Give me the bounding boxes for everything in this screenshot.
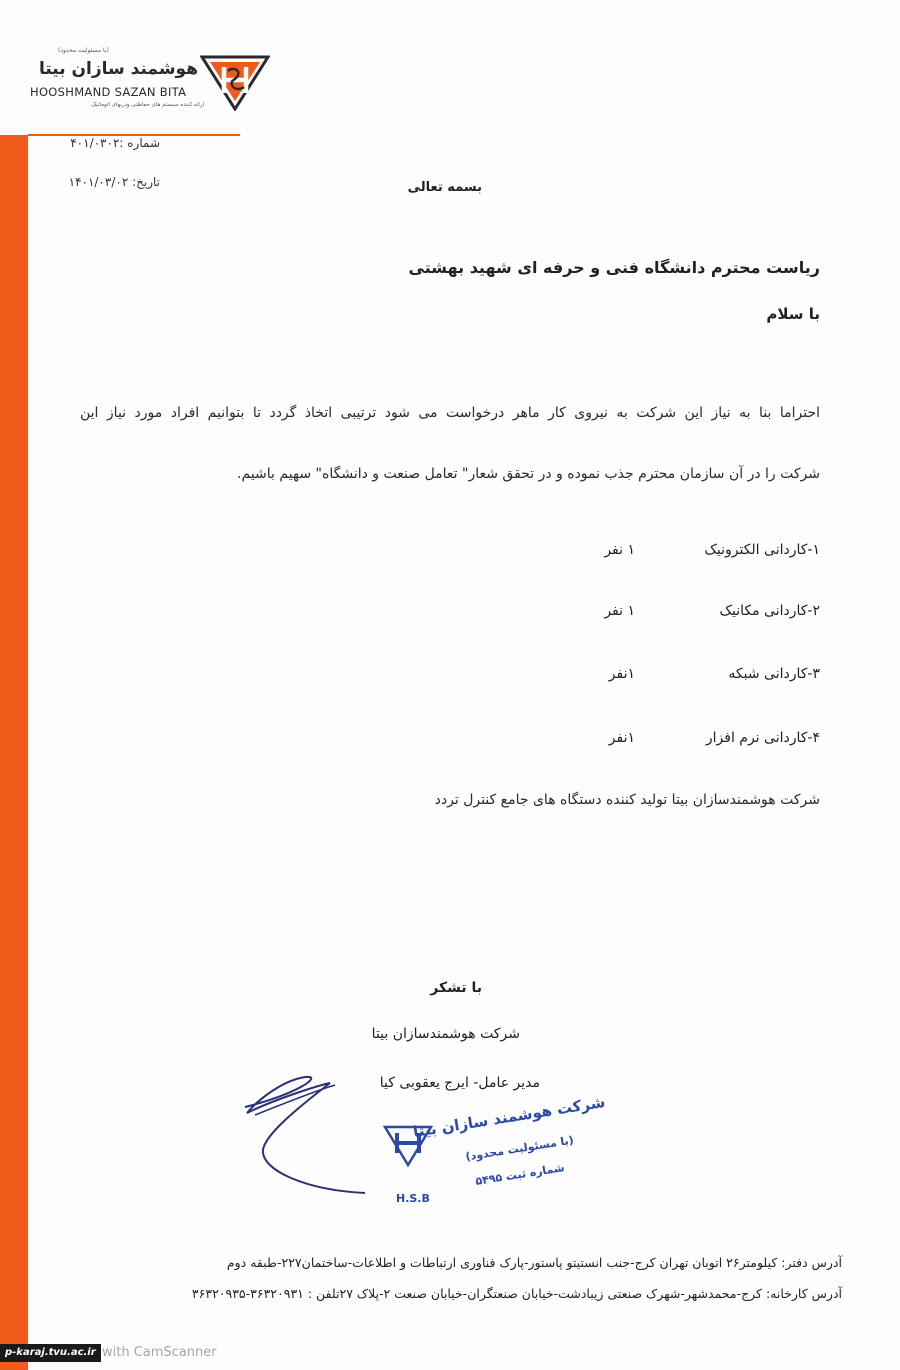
position-item-label: ۴-کاردانی نرم افزار xyxy=(705,730,820,746)
position-item-qty: ۱نفر xyxy=(608,730,635,746)
stamp-liability: (با مسئولیت محدود) xyxy=(464,1133,575,1164)
position-item-label: ۳-کاردانی شبکه xyxy=(728,666,820,682)
letterhead-orange-bar xyxy=(0,135,28,1370)
closing-thanks: با تشکر xyxy=(430,980,482,996)
logo-company-name-en: HOOSHMAND SAZAN BITA xyxy=(30,85,187,99)
position-item-qty: ۱ نفر xyxy=(604,542,635,558)
footer-office-address: آدرس دفتر: کیلومتر۲۶ اتوبان تهران کرج-جنب انستیتو پاستور-پارک فناوری ارتباطات و اطلاعات-ساختمان۲۲۷-طبقه دوم xyxy=(226,1255,842,1270)
stamp-initials: H.S.B xyxy=(396,1192,430,1205)
addressee: ریاست محترم دانشگاه فنی و حرفه ای شهید بهشتی xyxy=(408,258,820,277)
stamp-company: شرکت هوشمند سازان بیتا xyxy=(411,1092,607,1142)
footer-factory-address: آدرس کارخانه: کرج-محمدشهر-شهرک صنعتی زیبادشت-خیابان صنعتگران-خیابان صنعت ۲-پلاک ۲۷تلفن : ۳۶۳۲۰۹۳۱-۳۶۳۲۰۹۳۵ xyxy=(191,1286,842,1301)
salutation: بسمه تعالی xyxy=(407,180,482,195)
logo-liability-note: (با مسئولیت محدود) xyxy=(58,47,109,54)
watermark-badge: p-karaj.tvu.ac.ir xyxy=(0,1344,101,1362)
greeting: با سلام xyxy=(766,305,820,323)
closing-signatory: مدیر عامل- ایرج یعقوبی کیا xyxy=(379,1075,540,1091)
company-logo xyxy=(28,45,278,135)
stamp-registration: شماره ثبت ۵۴۹۵ xyxy=(474,1161,566,1188)
body-line-1: احتراما بنا به نیاز این شرکت به نیروی کار ماهر درخواست می شود ترتیبی اتخاذ گردد تا بتوانیم افراد مورد نیاز این xyxy=(80,405,820,421)
position-item-qty: ۱ نفر xyxy=(604,603,635,619)
hsb-logo-icon xyxy=(200,53,270,111)
closing-company: شرکت هوشمندسازان بیتا xyxy=(371,1026,520,1042)
position-item-qty: ۱نفر xyxy=(608,666,635,682)
scanner-watermark: with CamScanner xyxy=(102,1345,217,1360)
logo-tagline: ارائه کننده سیستم های حفاظتی ودربهای اتوماتیک xyxy=(91,102,204,108)
body-line-2: شرکت را در آن سازمان محترم جذب نموده و در تحقق شعار" تعامل صنعت و دانشگاه" سهیم باشیم. xyxy=(237,466,820,482)
logo-company-name-fa: هوشمند سازان بیتا xyxy=(38,59,198,79)
letter-number: شماره :۴۰۱/۰۳۰۲ xyxy=(70,136,160,150)
position-item-label: ۲-کاردانی مکانیک xyxy=(719,603,820,619)
letter-date: تاریخ: ۱۴۰۱/۰۳/۰۲ xyxy=(68,175,160,189)
position-item-label: ۱-کاردانی الکترونیک xyxy=(704,542,820,558)
company-description: شرکت هوشمندسازان بیتا تولید کننده دستگاه های جامع کنترل تردد xyxy=(434,792,820,808)
